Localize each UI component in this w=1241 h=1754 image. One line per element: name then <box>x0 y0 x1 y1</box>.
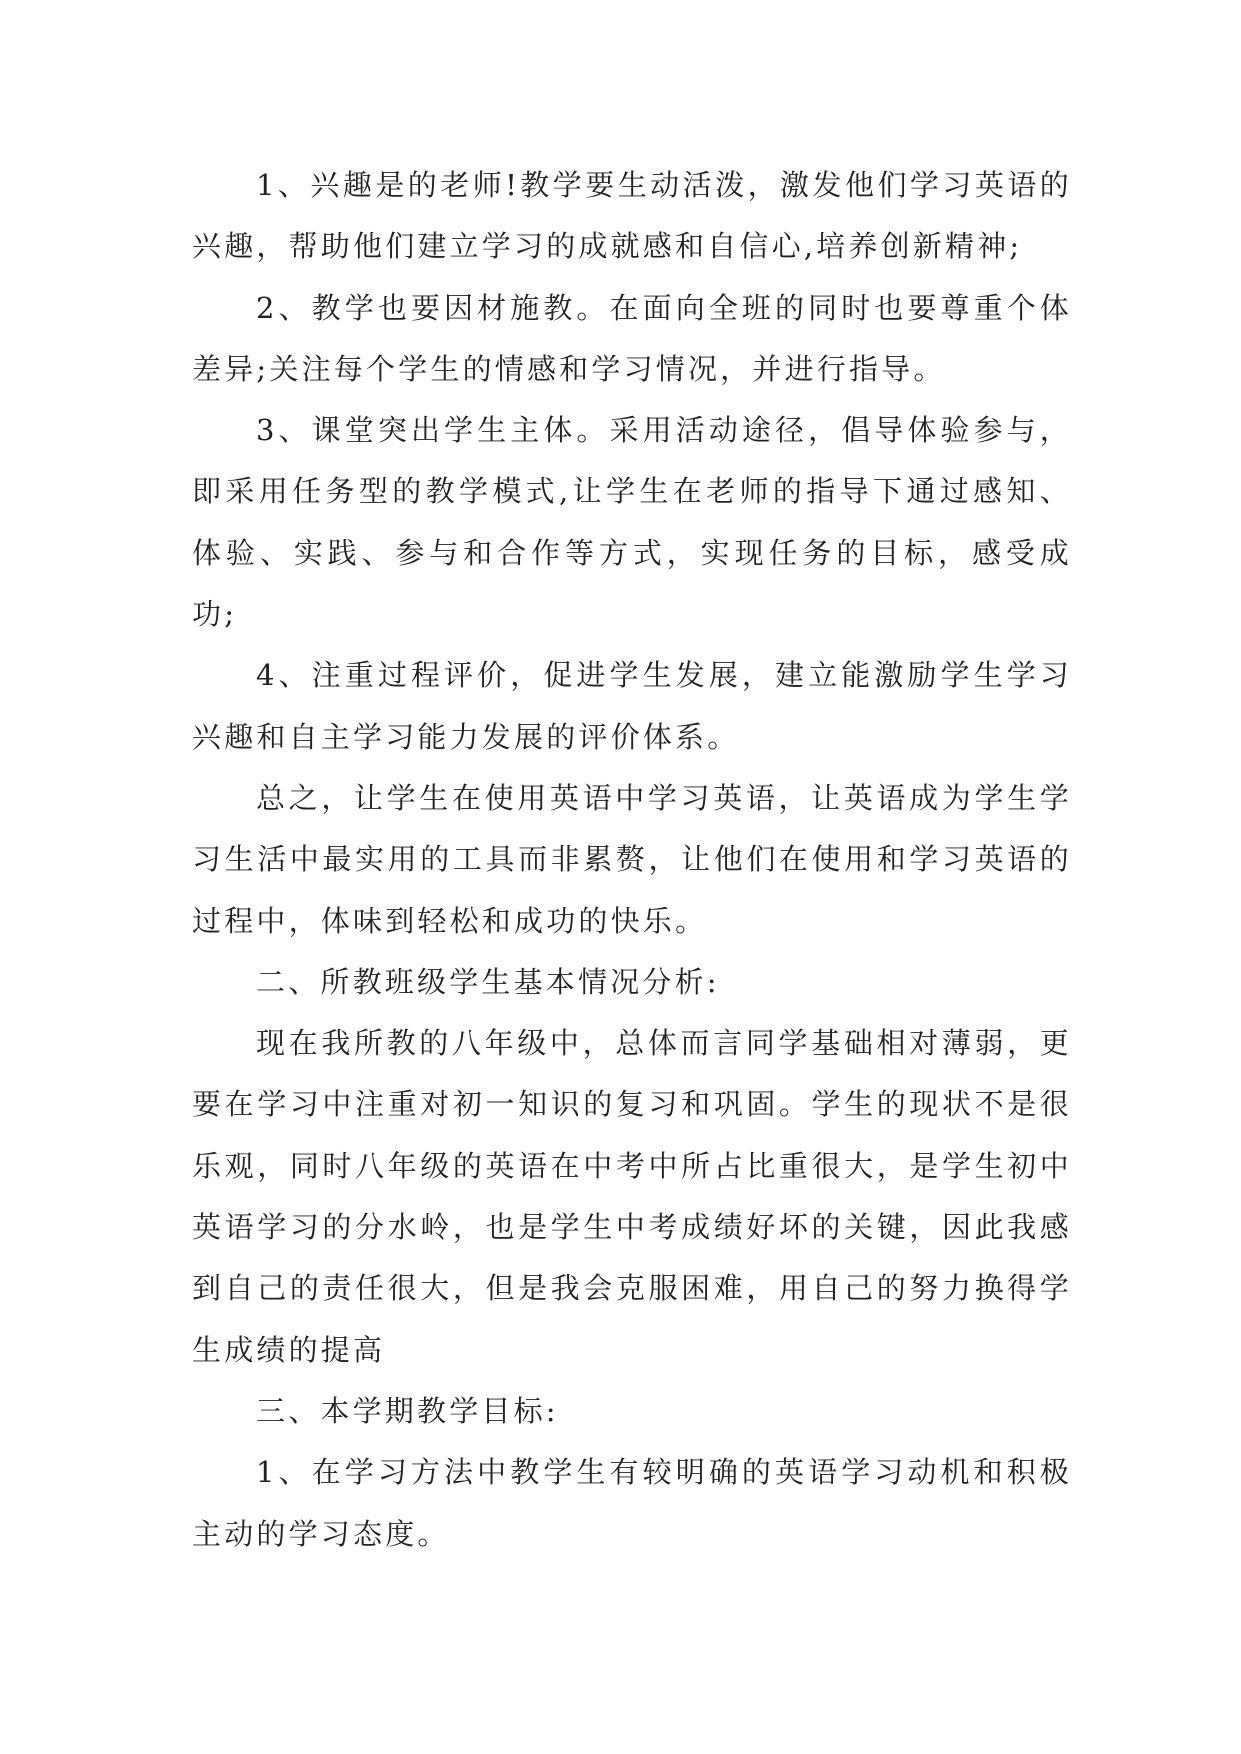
document-body <box>192 155 1072 1565</box>
paragraph-student-centered: 3、课堂突出学生主体。采用活动途径，倡导体验参与，即采用任务型的教学模式,让学生在老师的指导下通过感知、体验、实践、参与和合作等方式，实现任务的目标，感受成功; <box>192 413 1072 632</box>
section-heading-teaching-goals: 三、本学期教学目标: <box>256 1393 559 1428</box>
paragraph-goal-1: 1、在学习方法中教学生有较明确的英语学习动机和积极主动的学习态度。 <box>192 1455 1072 1551</box>
paragraph-class-analysis: 现在我所教的八年级中，总体而言同学基础相对薄弱，更要在学习中注重对初一知识的复习和巩固。学生的现状不是很乐观，同时八年级的英语在中考中所占比重很大，是学生初中英语学习的分水岭，也是学生中考成绩好坏的关键，因此我感到自己的责任很大，但是我会克服困难，用自己的努力换得学生成绩的提高 <box>192 1026 1072 1367</box>
paragraph-individual-differences: 2、教学也要因材施教。在面向全班的同时也要尊重个体差异;关注每个学生的情感和学习情况，并进行指导。 <box>192 290 1072 386</box>
paragraph-interest: 1、兴趣是的老师!教学要生动活泼，激发他们学习英语的兴趣，帮助他们建立学习的成就感和自信心,培养创新精神; <box>192 168 1072 264</box>
paragraph-process-evaluation: 4、注重过程评价，促进学生发展，建立能激励学生学习兴趣和自主学习能力发展的评价体系。 <box>192 658 1072 754</box>
paragraph-summary: 总之，让学生在使用英语中学习英语，让英语成为学生学习生活中最实用的工具而非累赘，让他们在使用和学习英语的过程中，体味到轻松和成功的快乐。 <box>192 780 1072 938</box>
section-heading-class-analysis: 二、所教班级学生基本情况分析: <box>256 964 720 999</box>
